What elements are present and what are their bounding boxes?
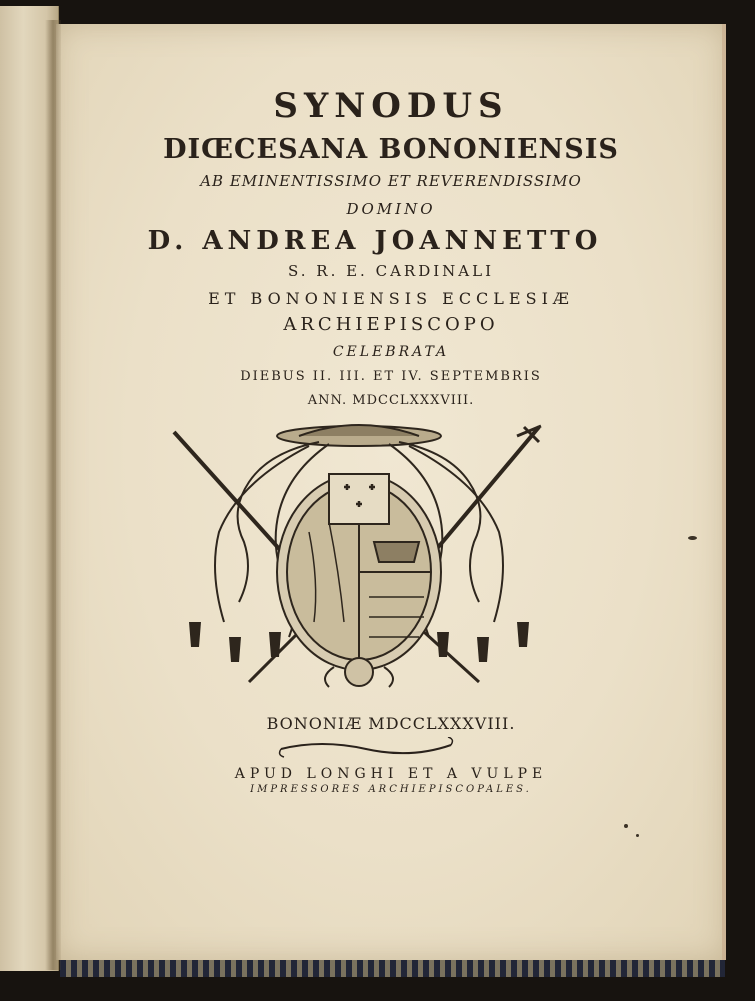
archbishop: ARCHIEPISCOPO [283,314,499,335]
line-ab: AB EMINENTISSIMO ET REVERENDISSIMO [200,172,582,190]
cardinal-name: D. ANDREA JOANNETTO [147,226,603,256]
ink-speck [688,536,697,540]
dates: DIEBUS II. III. ET IV. SEPTEMBRIS [240,369,542,384]
year-line: ANN. MDCCLXXXVIII. [307,393,475,408]
title: SYNODUS [273,86,509,126]
flourish-ornament-icon [276,737,456,759]
subtitle: DIŒCESANA BONONIENSIS [163,134,619,165]
line-domino: DOMINO [346,200,436,218]
printer-role: IMPRESSORES ARCHIEPISCOPALES. [250,784,532,795]
line-et: ET BONONIENSIS ECCLESIÆ [208,289,574,308]
celebrata: CELEBRATA [332,344,450,360]
ink-speck [636,834,639,837]
title-page [56,24,726,960]
coat-of-arms-icon [169,422,549,707]
ink-speck [624,824,628,828]
printer: APUD LONGHI ET A VULPE [234,766,548,782]
rank: S. R. E. CARDINALI [288,262,494,280]
imprint-place: BONONIÆ MDCCLXXXVIII. [266,714,516,733]
gutter-shadow [45,20,61,970]
